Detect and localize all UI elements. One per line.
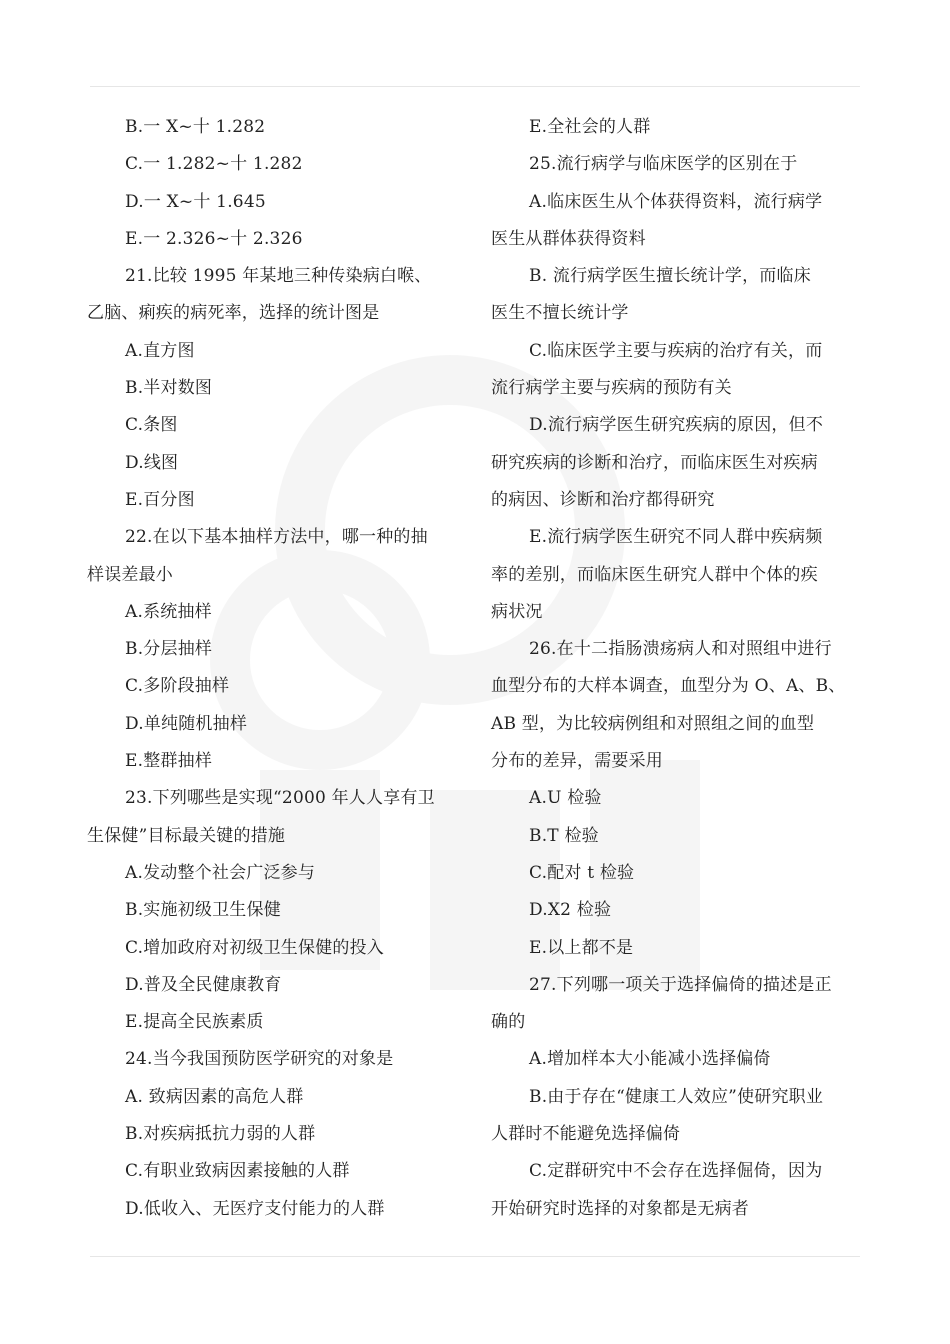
- text-line: 21.比较 1995 年某地三种传染病白喉、: [125, 266, 432, 287]
- text-line: 病状况: [491, 601, 543, 622]
- text-line: 的病因、诊断和治疗都得研究: [491, 489, 715, 510]
- text-line: A.系统抽样: [125, 601, 212, 622]
- text-line: 生保健”目标最关键的措施: [87, 825, 286, 846]
- text-line: 医生不擅长统计学: [491, 303, 629, 324]
- text-line: E.以上都不是: [529, 937, 634, 958]
- text-line: 23.下列哪些是实现“2000 年人人享有卫: [125, 788, 435, 809]
- text-line: 25.流行病学与临床医学的区别在于: [529, 154, 798, 175]
- right-column: [491, 109, 869, 1228]
- text-line: B.半对数图: [125, 378, 213, 399]
- text-line: 22.在以下基本抽样方法中，哪一种的抽: [125, 527, 428, 548]
- text-line: C.定群研究中不会存在选择倔倚，因为: [529, 1161, 823, 1182]
- text-line: D.X2 检验: [529, 900, 612, 921]
- text-line: A. 致病因素的高危人群: [125, 1086, 304, 1107]
- text-line: B. 流行病学医生擅长统计学，而临床: [529, 266, 811, 287]
- text-line: C.一 1.282~十 1.282: [125, 154, 303, 175]
- text-line: 率的差别，而临床医生研究人群中个体的疾: [491, 564, 818, 585]
- text-line: C.条图: [125, 415, 178, 436]
- text-line: 血型分布的大样本调查，血型分为 O、A、B、: [491, 676, 846, 697]
- text-line: C.临床医学主要与疾病的治疗有关，而: [529, 340, 823, 361]
- text-line: E.提高全民族素质: [125, 1012, 264, 1033]
- text-line: B.由于存在“健康工人效应”使研究职业: [529, 1086, 824, 1107]
- text-line: C.多阶段抽样: [125, 676, 230, 697]
- text-line: E.流行病学医生研究不同人群中疾病频: [529, 527, 823, 548]
- text-line: 样误差最小: [87, 564, 173, 585]
- text-line: 24.当今我国预防医学研究的对象是: [125, 1049, 394, 1070]
- text-line: C.有职业致病因素接触的人群: [125, 1161, 350, 1182]
- text-line: E.一 2.326~十 2.326: [125, 228, 303, 249]
- text-line: D.低收入、无医疗支付能力的人群: [125, 1198, 385, 1219]
- text-line: AB 型，为比较病例组和对照组之间的血型: [491, 713, 815, 734]
- text-line: 乙脑、痢疾的病死率，选择的统计图是: [87, 303, 380, 324]
- text-line: C.配对 t 检验: [529, 862, 635, 883]
- text-line: 人群时不能避免选择偏倚: [491, 1124, 681, 1145]
- text-line: 分布的差异，需要采用: [491, 751, 663, 772]
- text-line: 医生从群体获得资料: [491, 228, 646, 249]
- text-line: D.流行病学医生研究疾病的原因，但不: [529, 415, 824, 436]
- text-line: E.全社会的人群: [529, 117, 651, 137]
- text-line: A.直方图: [125, 340, 195, 361]
- text-line: B.实施初级卫生保健: [125, 900, 281, 921]
- text-line: B.分层抽样: [125, 639, 213, 660]
- header-rule: [90, 86, 860, 87]
- text-line: 研究疾病的诊断和治疗，而临床医生对疾病: [491, 452, 818, 473]
- text-line: D.普及全民健康教育: [125, 974, 282, 995]
- footer-rule: [90, 1256, 860, 1257]
- text-line: A.增加样本大小能减小选择偏倚: [529, 1049, 771, 1070]
- text-line: 27.下列哪一项关于选择偏倚的描述是正: [529, 974, 832, 995]
- text-line: 流行病学主要与疾病的预防有关: [491, 378, 732, 399]
- text-line: 开始研究时选择的对象都是无病者: [491, 1198, 749, 1219]
- text-line: D.一 X~十 1.645: [125, 191, 266, 212]
- text-line: E.整群抽样: [125, 751, 213, 772]
- text-line: B.T 检验: [529, 825, 599, 846]
- text-line: E.百分图: [125, 489, 195, 510]
- text-line: D.线图: [125, 452, 179, 473]
- text-line: B.对疾病抵抗力弱的人群: [125, 1124, 316, 1145]
- text-line: C.增加政府对初级卫生保健的投入: [125, 937, 385, 958]
- text-line: 确的: [491, 1012, 526, 1033]
- text-line: A.临床医生从个体获得资料，流行病学: [529, 191, 823, 212]
- text-line: A.U 检验: [529, 788, 602, 809]
- text-line: 26.在十二指肠溃疡病人和对照组中进行: [529, 639, 832, 660]
- left-column: [87, 109, 465, 1228]
- text-line: B.一 X~十 1.282: [125, 117, 266, 137]
- text-line: A.发动整个社会广泛参与: [125, 862, 316, 883]
- text-line: D.单纯随机抽样: [125, 713, 248, 734]
